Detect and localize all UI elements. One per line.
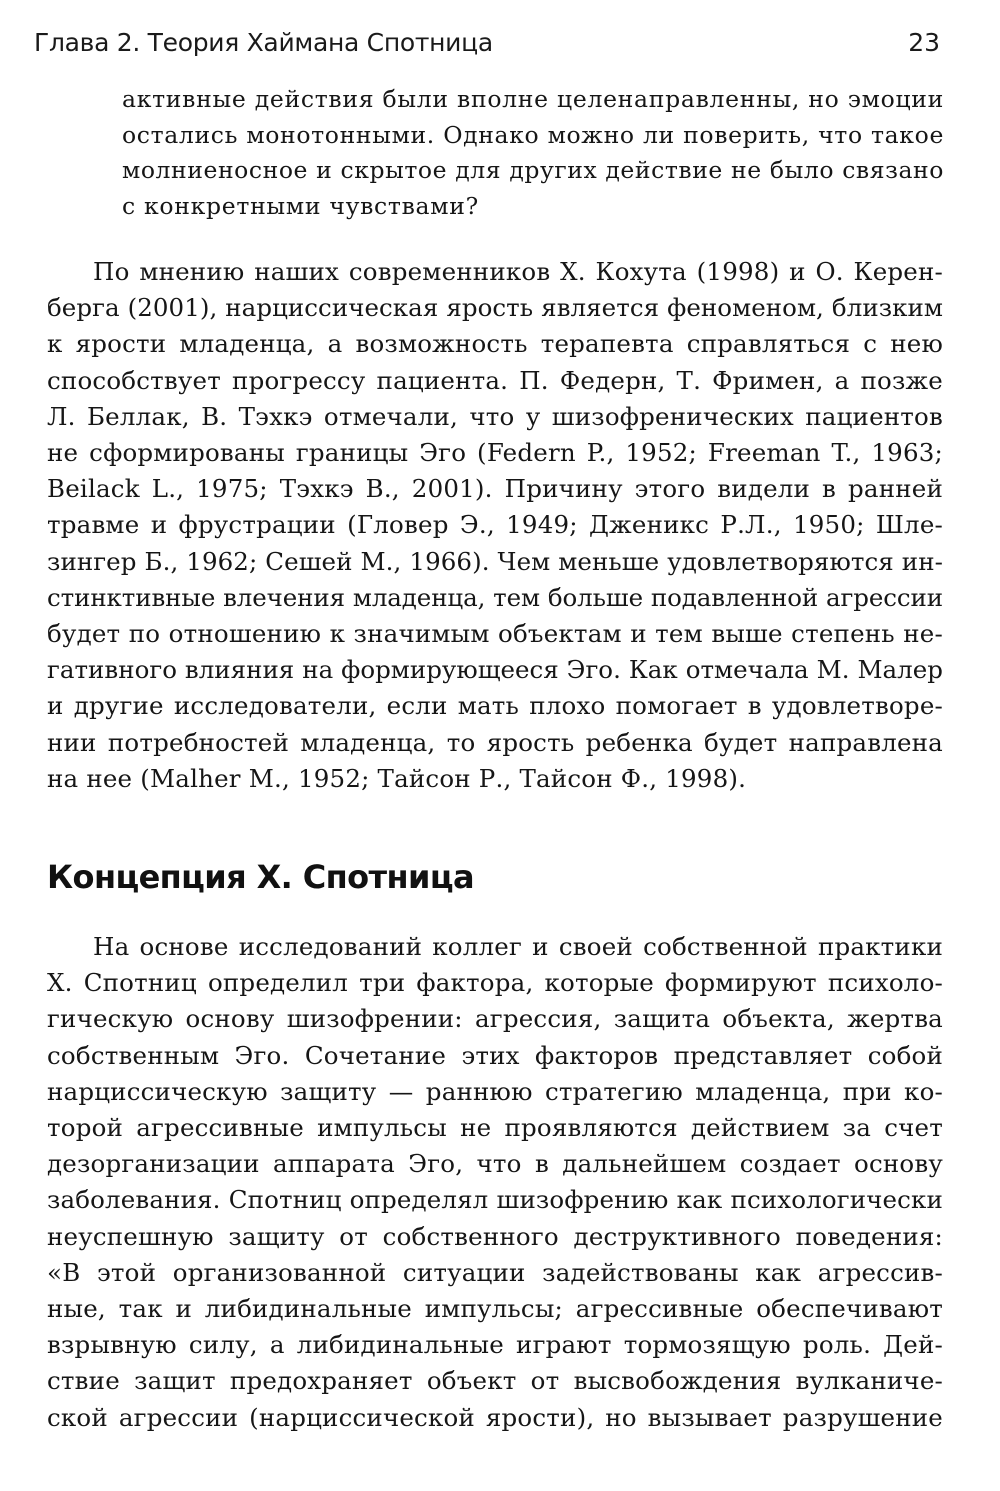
text-line: ствие защит предохраняет объект от высвобождения вулканиче- — [47, 1366, 943, 1396]
text-line: неуспешную защиту от собственного деструктивного поведения: — [47, 1221, 943, 1251]
text-line: собственным Эго. Сочетание этих факторов представляет собой — [47, 1040, 943, 1070]
text-line: ные, так и либидинальные импульсы; агрессивные обеспечивают — [47, 1294, 943, 1324]
page-number: 23 — [908, 28, 940, 57]
text-line: остались монотонными. Однако можно ли поверить, что такое — [122, 120, 944, 149]
text-line: с конкретными чувствами? — [122, 191, 479, 220]
text-line: ской агрессии (нарциссической ярости), но вызывает разрушение — [47, 1402, 943, 1432]
text-line: дезорганизации аппарата Эго, что в дальнейшем создает основу — [47, 1149, 943, 1179]
text-line: будет по отношению к значимым объектам и тем выше степень не- — [47, 619, 943, 649]
text-line: на нее (Malher M., 1952; Тайсон Р., Тайсон Ф., 1998). — [47, 763, 747, 793]
text-line: активные действия были вполне целенаправленны, но эмоции — [122, 85, 944, 113]
text-line: взрывную силу, а либидинальные играют тормозящую роль. Дей- — [47, 1330, 943, 1360]
text-line: гативного влияния на формирующееся Эго. Как отмечала М. Малер — [47, 655, 943, 685]
paragraph-1 — [47, 254, 943, 797]
text-line: На основе исследований коллег и своей собственной практики — [93, 932, 943, 961]
text-line: зингер Б., 1962; Сешей М., 1966). Чем меньше удовлетворяются ин- — [47, 546, 943, 576]
text-line: гическую основу шизофрении: агрессия, защита объекта, жертва — [47, 1004, 943, 1034]
text-line: к ярости младенца, а возможность терапевта справляться с нею — [47, 329, 943, 359]
text-line: Beilack L., 1975; Тэхкэ В., 2001). Причину этого видели в ранней — [47, 474, 943, 504]
paragraph-2 — [47, 929, 943, 1436]
text-line: не сформированы границы Эго (Federn P., 1952; Freeman T., 1963; — [47, 438, 943, 468]
text-line: Х. Спотниц определил три фактора, которые формируют психоло- — [47, 968, 943, 998]
text-line: торой агрессивные импульсы не проявляются действием за счет — [47, 1113, 943, 1143]
text-line: молниеносное и скрытое для других действие не было связано — [122, 156, 944, 184]
text-line: нарциссическую защиту — раннюю стратегию младенца, при ко- — [47, 1076, 943, 1106]
block-quote — [122, 82, 944, 224]
text-line: Л. Беллак, В. Тэхкэ отмечали, что у шизофренических пациентов — [47, 401, 943, 431]
text-line: нии потребностей младенца, то ярость ребенка будет направлена — [47, 727, 943, 757]
running-head — [34, 24, 940, 60]
text-line: и другие исследователи, если мать плохо помогает в удовлетворе- — [47, 691, 943, 721]
section-heading: Концепция Х. Спотница — [47, 858, 474, 896]
text-line: стинктивные влечения младенца, тем больше подавленной агрессии — [47, 582, 943, 612]
chapter-title: Глава 2. Теория Хаймана Спотница — [34, 28, 493, 57]
text-line: «В этой организованной ситуации задействованы как агрессив- — [47, 1257, 943, 1287]
text-line: травме и фрустрации (Гловер Э., 1949; Дженикс Р.Л., 1950; Шле- — [47, 510, 943, 540]
text-line: По мнению наших современников Х. Кохута (1998) и О. Керен- — [93, 257, 943, 286]
text-line: заболевания. Спотниц определял шизофрению как психологически — [47, 1185, 943, 1215]
text-line: способствует прогрессу пациента. П. Федерн, Т. Фримен, а позже — [47, 365, 943, 395]
text-line: берга (2001), нарциссическая ярость является феноменом, близким — [47, 293, 943, 323]
